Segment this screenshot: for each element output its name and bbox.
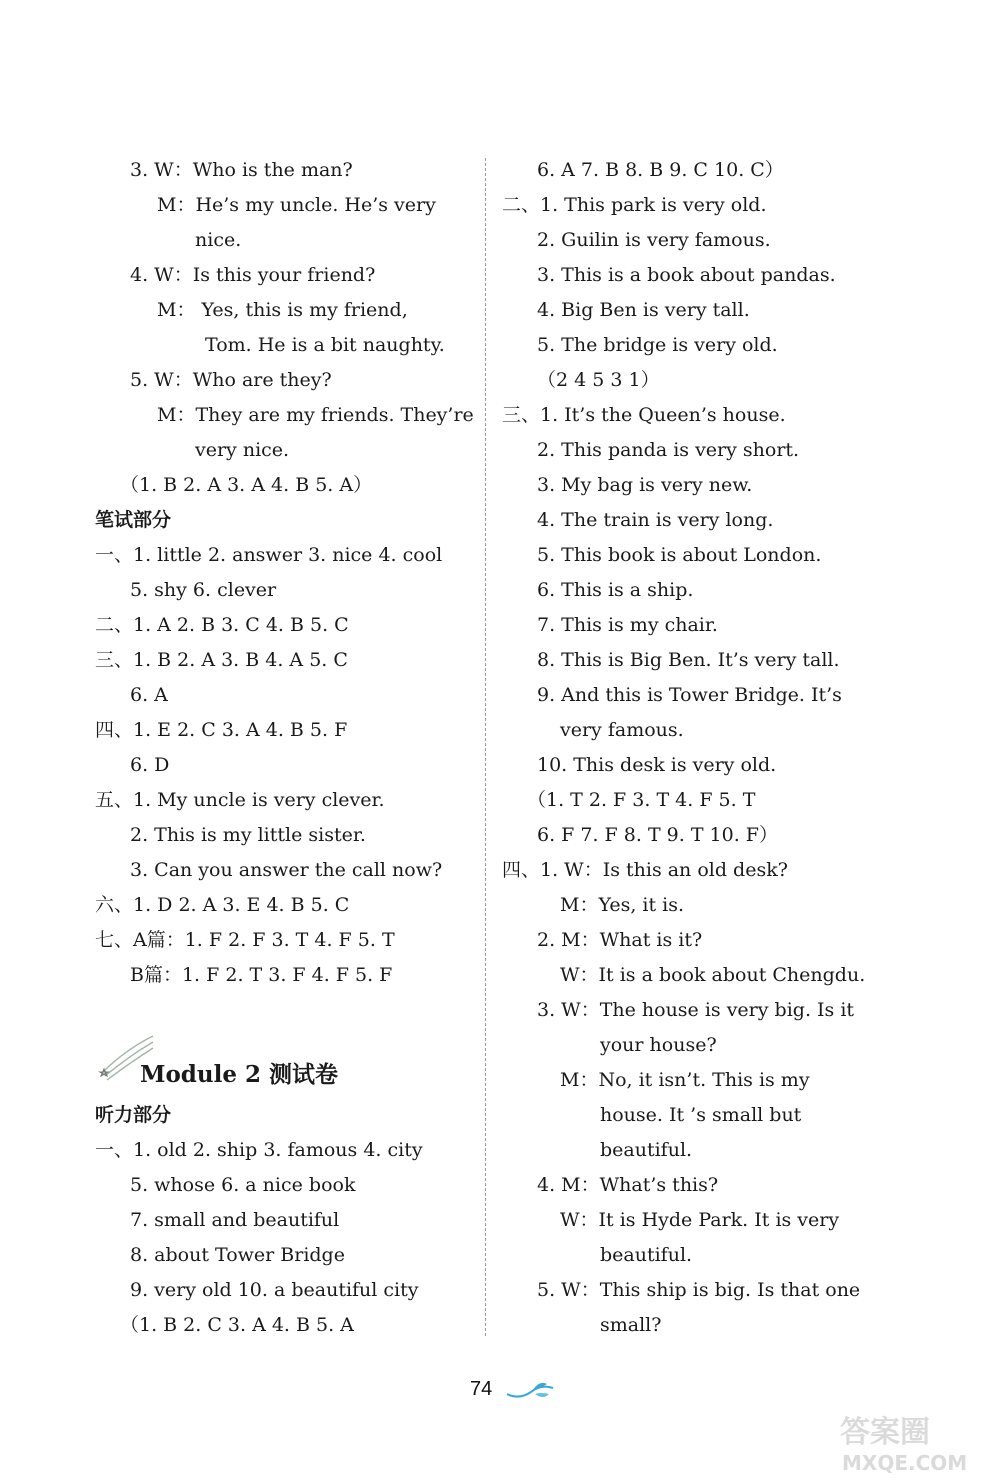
left-line: M：He’s my uncle. He’s very [157, 194, 436, 216]
right-line: 3. W：The house is very big. Is it [537, 999, 855, 1021]
left-line: 4. W：Is this your friend? [130, 264, 376, 286]
right-line: W：It is a book about Chengdu. [560, 964, 866, 986]
right-line: your house? [600, 1034, 717, 1056]
right-line: 2. This panda is very short. [537, 439, 800, 461]
left-line: Module 2 测试卷 [140, 1061, 338, 1088]
right-line: （1. T 2. F 3. T 4. F 5. T [527, 789, 756, 811]
left-line: 七、A篇：1. F 2. F 3. T 4. F 5. T [95, 929, 395, 951]
right-line: 3. This is a book about pandas. [537, 264, 836, 286]
left-line: 四、1. E 2. C 3. A 4. B 5. F [95, 719, 348, 741]
watermark-bottom-text: MXQE.COM [842, 1451, 968, 1475]
right-line: 6. This is a ship. [537, 579, 694, 601]
left-line: 5. whose 6. a nice book [130, 1174, 356, 1196]
left-line: 六、1. D 2. A 3. E 4. B 5. C [95, 894, 350, 916]
shooting-star-icon [95, 1032, 155, 1084]
right-line: 4. The train is very long. [537, 509, 774, 531]
left-line: 8. about Tower Bridge [130, 1244, 345, 1266]
left-line: 3. W：Who is the man? [130, 159, 353, 181]
right-line: 9. And this is Tower Bridge. It’s [537, 684, 842, 706]
right-line: 2. Guilin is very famous. [537, 229, 771, 251]
right-line: W：It is Hyde Park. It is very [560, 1209, 840, 1231]
left-line: 笔试部分 [95, 509, 172, 531]
left-line: （1. B 2. C 3. A 4. B 5. A [120, 1314, 354, 1336]
right-line: （2 4 5 3 1） [537, 369, 660, 391]
left-line: Tom. He is a bit naughty. [205, 334, 445, 356]
right-line: 4. M：What’s this? [537, 1174, 719, 1196]
right-line: M：No, it isn’t. This is my [560, 1069, 810, 1091]
left-line: （1. B 2. A 3. A 4. B 5. A） [120, 474, 373, 496]
right-line: 三、1. It’s the Queen’s house. [502, 404, 786, 426]
right-line: beautiful. [600, 1244, 693, 1266]
left-line: 2. This is my little sister. [130, 824, 366, 846]
left-line: 9. very old 10. a beautiful city [130, 1279, 419, 1301]
left-line: 听力部分 [95, 1104, 172, 1126]
left-line: 6. D [130, 754, 170, 776]
right-line: 7. This is my chair. [537, 614, 718, 636]
left-line: 一、1. little 2. answer 3. nice 4. cool [95, 544, 443, 566]
left-line: 三、1. B 2. A 3. B 4. A 5. C [95, 649, 348, 671]
right-line: 6. F 7. F 8. T 9. T 10. F） [537, 824, 778, 846]
right-line: small? [600, 1314, 662, 1336]
left-line: very nice. [195, 439, 290, 461]
left-line: 7. small and beautiful [130, 1209, 340, 1231]
left-line: 一、1. old 2. ship 3. famous 4. city [95, 1139, 423, 1161]
right-line: beautiful. [600, 1139, 693, 1161]
left-line: M：They are my friends. They’re [157, 404, 474, 426]
right-line: 3. My bag is very new. [537, 474, 753, 496]
left-line: 五、1. My uncle is very clever. [95, 789, 385, 811]
page-number: 74 [470, 1378, 493, 1400]
left-line: M： Yes, this is my friend, [157, 299, 408, 321]
left-line: 5. W：Who are they? [130, 369, 332, 391]
right-line: 5. This book is about London. [537, 544, 822, 566]
right-line: 4. Big Ben is very tall. [537, 299, 750, 321]
right-line: 四、1. W：Is this an old desk? [502, 859, 788, 881]
left-line: B篇：1. F 2. T 3. F 4. F 5. F [130, 964, 393, 986]
right-line: 5. The bridge is very old. [537, 334, 778, 356]
decorative-leaf-icon [505, 1378, 555, 1404]
right-line: house. It ’s small but [600, 1104, 802, 1126]
right-line: M：Yes, it is. [560, 894, 685, 916]
left-line: 3. Can you answer the call now? [130, 859, 443, 881]
right-line: 2. M：What is it? [537, 929, 703, 951]
column-divider [485, 158, 486, 1336]
left-line: 6. A [130, 684, 168, 706]
right-line: 5. W：This ship is big. Is that one [537, 1279, 861, 1301]
watermark-logo [820, 1408, 990, 1478]
left-line: 二、1. A 2. B 3. C 4. B 5. C [95, 614, 349, 636]
right-line: 6. A 7. B 8. B 9. C 10. C） [537, 159, 784, 181]
right-line: 二、1. This park is very old. [502, 194, 767, 216]
left-line: nice. [195, 229, 242, 251]
left-line: 5. shy 6. clever [130, 579, 277, 601]
right-line: 10. This desk is very old. [537, 754, 777, 776]
right-line: very famous. [560, 719, 684, 741]
watermark-top-text: 答案圈 [840, 1415, 930, 1450]
right-line: 8. This is Big Ben. It’s very tall. [537, 649, 840, 671]
